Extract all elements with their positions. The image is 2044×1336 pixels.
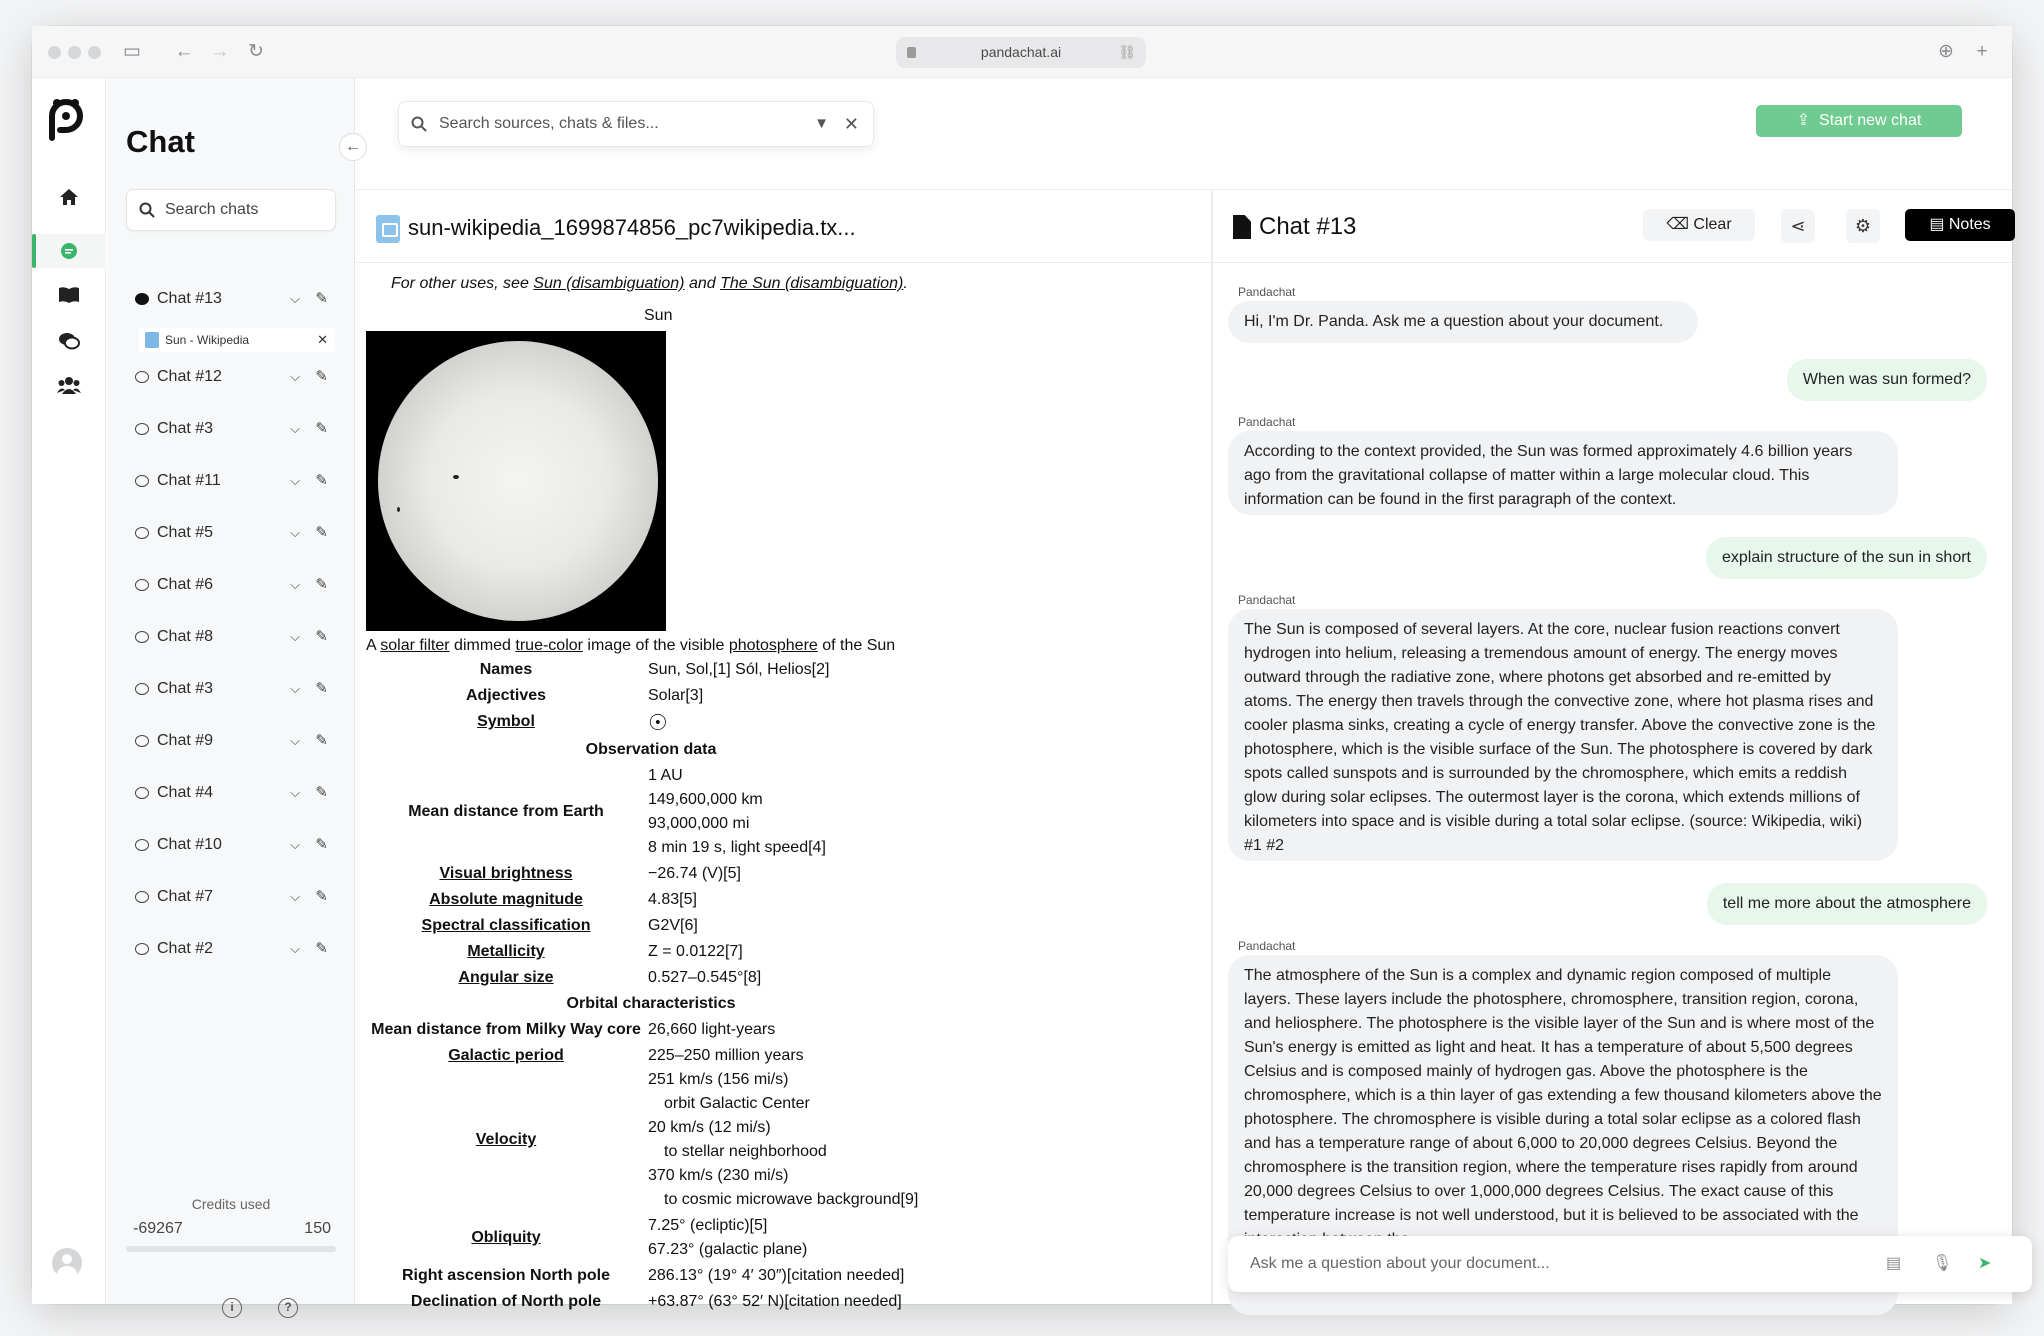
chat-list-item-label: Chat #13 bbox=[157, 290, 222, 307]
velocity-value: 370 km/s (230 mi/s) bbox=[648, 1167, 789, 1184]
caption-text: image of the visible bbox=[582, 637, 729, 654]
chat-list-item[interactable] bbox=[126, 879, 336, 915]
chat-bubble-icon bbox=[135, 631, 149, 643]
infobox-label bbox=[366, 969, 646, 987]
library-book-icon[interactable] bbox=[52, 278, 86, 312]
chat-list-item-label: Chat #3 bbox=[157, 680, 214, 697]
chevron-down-icon[interactable]: ⌵ bbox=[290, 733, 300, 748]
microphone-icon[interactable]: 🎙 bbox=[1932, 1255, 1953, 1272]
user-message: tell me more about the atmosphere bbox=[1707, 883, 1987, 925]
infobox-label bbox=[366, 1047, 646, 1065]
chat-list-item-label: Chat #10 bbox=[157, 836, 222, 853]
pandachat-logo-icon[interactable] bbox=[46, 98, 86, 142]
chat-title: Chat #13 bbox=[1259, 213, 1357, 240]
app-window bbox=[32, 26, 2012, 1314]
edit-icon[interactable]: ✎ bbox=[315, 628, 328, 645]
distance-value: 8 min 19 s, light speed[4] bbox=[648, 839, 826, 856]
team-users-icon[interactable] bbox=[52, 368, 86, 402]
edit-icon[interactable]: ✎ bbox=[315, 732, 328, 749]
chat-panel bbox=[1213, 191, 2012, 1304]
chevron-down-icon[interactable]: ⌵ bbox=[290, 421, 300, 436]
sidebar-title: Chat bbox=[126, 124, 195, 159]
velocity-value: 251 km/s (156 mi/s) bbox=[648, 1071, 789, 1088]
edit-icon[interactable]: ✎ bbox=[315, 680, 328, 697]
obliquity-value: 67.23° (galactic plane) bbox=[648, 1241, 808, 1258]
infobox-value: 4.83[5] bbox=[648, 891, 697, 908]
attached-source-chip[interactable] bbox=[139, 328, 335, 352]
velocity-value: to cosmic microwave background[9] bbox=[664, 1191, 919, 1208]
chat-list-item-label: Chat #9 bbox=[157, 732, 214, 749]
sender-name: Pandachat bbox=[1238, 285, 1296, 299]
chat-list-item[interactable] bbox=[126, 827, 336, 863]
eraser-icon: ⌫ bbox=[1666, 216, 1694, 233]
maximize-window-dot[interactable] bbox=[88, 46, 101, 59]
infobox-label: Mean distance from Milky Way core bbox=[371, 1021, 641, 1038]
infobox-value: 26,660 light-years bbox=[648, 1021, 776, 1038]
infobox-label: Names bbox=[479, 661, 533, 678]
close-window-dot[interactable] bbox=[48, 46, 61, 59]
obliquity-value: 7.25° (ecliptic)[5] bbox=[648, 1217, 768, 1234]
section-header: Orbital characteristics bbox=[566, 995, 736, 1012]
reload-icon[interactable]: ↻ bbox=[248, 41, 264, 62]
address-bar[interactable] bbox=[896, 37, 1146, 68]
divider bbox=[356, 262, 1211, 263]
edit-icon[interactable]: ✎ bbox=[315, 888, 328, 905]
help-icon[interactable]: ? bbox=[278, 1298, 298, 1318]
infobox-label bbox=[366, 943, 646, 961]
chat-bubble-icon bbox=[135, 839, 149, 851]
distance-value: 149,600,000 km bbox=[648, 791, 763, 808]
chat-list-item-label: Chat #2 bbox=[157, 940, 214, 957]
credits-used: -69267 bbox=[133, 1220, 183, 1237]
chat-list-item[interactable] bbox=[126, 515, 336, 551]
infobox-row bbox=[366, 969, 966, 993]
hatnote-text: and bbox=[684, 275, 721, 292]
lock-icon bbox=[907, 47, 916, 58]
download-icon[interactable]: ⊕ bbox=[1938, 41, 1954, 62]
infobox-link[interactable]: Spectral classification bbox=[421, 917, 591, 934]
chat-list-item-label: Chat #12 bbox=[157, 368, 222, 385]
sidebar-toggle-icon[interactable]: ▭ bbox=[123, 41, 141, 62]
chat-list-item-label: Chat #11 bbox=[157, 472, 221, 489]
chevron-down-icon[interactable]: ⌵ bbox=[290, 525, 300, 540]
share-icon[interactable]: ⋖ bbox=[1781, 209, 1815, 243]
chat-list-item-label: Chat #5 bbox=[157, 524, 214, 541]
infobox-label: Declination of North pole bbox=[410, 1293, 602, 1310]
chat-bubble-icon bbox=[135, 579, 149, 591]
edit-icon[interactable]: ✎ bbox=[315, 472, 328, 489]
chat-bubble-icon bbox=[135, 527, 149, 539]
clear-button-label: Clear bbox=[1693, 216, 1732, 233]
filter-icon[interactable]: ▼ bbox=[814, 115, 829, 132]
home-icon[interactable] bbox=[52, 180, 86, 214]
chat-list-item[interactable] bbox=[126, 359, 336, 395]
minimize-window-dot[interactable] bbox=[68, 46, 81, 59]
edit-icon[interactable]: ✎ bbox=[315, 524, 328, 541]
section-header: Observation data bbox=[585, 741, 717, 758]
edit-icon[interactable]: ✎ bbox=[315, 940, 328, 957]
document-filename: sun-wikipedia_1699874856_pc7wikipedia.tx... bbox=[408, 215, 856, 240]
chevron-down-icon[interactable]: ⌵ bbox=[290, 837, 300, 852]
hatnote-text: For other uses, see bbox=[391, 275, 534, 292]
infobox-row bbox=[366, 1293, 966, 1317]
chat-sidebar bbox=[107, 78, 361, 1314]
message-composer[interactable] bbox=[1228, 1236, 2032, 1292]
top-bar bbox=[356, 78, 2012, 190]
infobox-link[interactable]: Absolute magnitude bbox=[429, 891, 583, 908]
chat-list-item[interactable] bbox=[126, 723, 336, 759]
distance-value: 93,000,000 mi bbox=[648, 815, 750, 832]
infobox-value: 225–250 million years bbox=[648, 1047, 804, 1064]
settings-gear-icon[interactable]: ⚙ bbox=[1846, 209, 1880, 243]
chat-list-item[interactable] bbox=[126, 931, 336, 967]
hatnote bbox=[391, 275, 908, 293]
edit-icon[interactable]: ✎ bbox=[315, 290, 328, 307]
document-icon bbox=[1233, 215, 1251, 239]
infobox-row bbox=[366, 1047, 966, 1071]
credits-progress-bar bbox=[126, 1246, 336, 1252]
chat-list-item-label: Chat #3 bbox=[157, 420, 214, 437]
chat-bubble-icon bbox=[135, 735, 149, 747]
image-caption bbox=[366, 637, 895, 655]
infobox-label: Mean distance from Earth bbox=[408, 803, 604, 820]
infobox-value: 286.13° (19° 4′ 30″)[citation needed] bbox=[648, 1267, 905, 1284]
global-search-placeholder: Search sources, chats & files... bbox=[439, 115, 659, 132]
global-search-input[interactable] bbox=[398, 101, 874, 147]
user-message: When was sun formed? bbox=[1787, 359, 1987, 401]
chat-list-item[interactable] bbox=[126, 567, 336, 603]
sun-image bbox=[366, 331, 666, 631]
chevron-down-icon[interactable]: ⌵ bbox=[290, 473, 300, 488]
infobox-label bbox=[366, 917, 646, 935]
infobox-label[interactable] bbox=[366, 713, 646, 731]
bot-message: The Sun is composed of several layers. At the core, nuclear fusion reactions convert hydrogen into helium, releasing a tremendous amount of energy. The energy moves outward through the radiative zone, where photons get absorbed and re-emitted by atoms. The energy then travels through the convective zone, where hot plasma rises and cooler plasma sinks, creating a cycle of energy transfer. Above the convective zone is the photosphere, which is the visible surface of the Sun. The photosphere is covered by dark spots called sunspots and is surrounded by the chromosphere, which emits a reddish glow during solar eclipses. The outermost layer is the corona, which extends millions of kilometers into space and is visible during a total solar eclipse. (source: Wikipedia, wiki) #1 #2 bbox=[1228, 609, 1898, 861]
chevron-down-icon[interactable]: ⌵ bbox=[290, 577, 300, 592]
infobox-link[interactable]: Angular size bbox=[458, 969, 554, 986]
infobox-row bbox=[366, 865, 966, 889]
velocity-value: orbit Galactic Center bbox=[664, 1095, 810, 1112]
sunspot bbox=[397, 507, 400, 512]
caption-text: A bbox=[366, 637, 381, 654]
hatnote-link[interactable]: Sun (disambiguation) bbox=[533, 275, 685, 292]
infobox-row bbox=[366, 661, 966, 685]
notes-button-label: Notes bbox=[1948, 216, 1991, 233]
bot-message: Hi, I'm Dr. Panda. Ask me a question about your document. bbox=[1228, 301, 1698, 343]
sun-symbol-icon: ☉ bbox=[648, 710, 668, 735]
chat-bubble-icon bbox=[135, 683, 149, 695]
infobox-row bbox=[366, 710, 966, 737]
infobox-label bbox=[366, 891, 646, 909]
new-tab-icon[interactable]: + bbox=[1976, 41, 1988, 62]
notes-list-icon[interactable]: ▤ bbox=[1886, 1255, 1902, 1272]
chat-bubble-icon bbox=[135, 475, 149, 487]
chat-list-item[interactable] bbox=[126, 411, 336, 447]
infobox-value: Z = 0.0122[7] bbox=[648, 943, 743, 960]
notes-icon: ▤ bbox=[1929, 216, 1949, 233]
chevron-down-icon[interactable]: ⌵ bbox=[290, 941, 300, 956]
chat-header bbox=[1233, 211, 1356, 243]
distance-value: 1 AU bbox=[648, 767, 683, 784]
user-message: explain structure of the sun in short bbox=[1706, 537, 1987, 579]
chevron-down-icon[interactable]: ⌵ bbox=[290, 889, 300, 904]
chevron-down-icon[interactable]: ⌵ bbox=[290, 369, 300, 384]
infobox-label bbox=[366, 1229, 646, 1247]
chat-list-item-label: Chat #7 bbox=[157, 888, 214, 905]
infobox-label: Right ascension North pole bbox=[401, 1267, 610, 1284]
caption-text: dimmed bbox=[449, 637, 516, 654]
search-icon bbox=[139, 202, 155, 218]
infobox-row bbox=[366, 891, 966, 915]
chat-list-item-label: Chat #6 bbox=[157, 576, 214, 593]
infobox-title: Sun bbox=[644, 307, 673, 324]
infobox-label bbox=[366, 865, 646, 883]
attached-source-label: Sun - Wikipedia bbox=[165, 333, 250, 347]
velocity-value: to stellar neighborhood bbox=[664, 1143, 827, 1160]
infobox-value: G2V[6] bbox=[648, 917, 698, 934]
main-area bbox=[356, 78, 2012, 1310]
file-icon bbox=[145, 332, 159, 348]
conversations-icon[interactable] bbox=[52, 324, 86, 358]
chevron-down-icon[interactable]: ⌵ bbox=[290, 629, 300, 644]
url-text: pandachat.ai bbox=[980, 44, 1062, 60]
sender-name: Pandachat bbox=[1238, 415, 1296, 429]
infobox-row bbox=[366, 917, 966, 941]
caption-link[interactable]: true-color bbox=[515, 637, 583, 654]
back-arrow-icon[interactable]: ← bbox=[174, 41, 194, 62]
start-new-chat-button[interactable] bbox=[1756, 105, 1962, 137]
document-title bbox=[376, 213, 856, 243]
credits-total: 150 bbox=[304, 1220, 331, 1237]
infobox-label bbox=[366, 1131, 646, 1149]
caption-link[interactable]: photosphere bbox=[728, 637, 818, 654]
sender-name: Pandachat bbox=[1238, 939, 1296, 953]
clear-search-close-icon[interactable]: ✕ bbox=[843, 114, 859, 134]
chat-bubble-icon bbox=[135, 371, 149, 383]
forward-arrow-icon[interactable]: → bbox=[210, 41, 230, 62]
edit-icon[interactable]: ✎ bbox=[315, 784, 328, 801]
search-chats-input[interactable] bbox=[126, 189, 336, 231]
infobox-value: −26.74 (V)[5] bbox=[648, 865, 741, 882]
caption-link[interactable]: solar filter bbox=[380, 637, 450, 654]
infobox-row bbox=[366, 943, 966, 967]
chat-bubble-icon bbox=[135, 423, 149, 435]
infobox-link[interactable]: Visual brightness bbox=[439, 865, 573, 882]
credits-values bbox=[133, 1220, 331, 1238]
composer-placeholder: Ask me a question about your document... bbox=[1250, 1255, 1550, 1272]
sunspot bbox=[453, 475, 459, 479]
hatnote-link[interactable]: The Sun (disambiguation) bbox=[720, 275, 904, 292]
link-icon[interactable]: ⛓ bbox=[1118, 44, 1136, 60]
edit-icon[interactable]: ✎ bbox=[315, 368, 328, 385]
chat-list-item-label: Chat #8 bbox=[157, 628, 214, 645]
chat-list-item[interactable] bbox=[126, 463, 336, 499]
edit-icon[interactable]: ✎ bbox=[315, 420, 328, 437]
remove-source-close-icon[interactable]: ✕ bbox=[317, 332, 328, 347]
browser-titlebar bbox=[32, 26, 2012, 78]
edit-icon[interactable]: ✎ bbox=[315, 836, 328, 853]
document-viewer bbox=[356, 191, 1211, 1310]
user-avatar[interactable] bbox=[52, 1248, 82, 1278]
chat-bubble-icon bbox=[135, 787, 149, 799]
infobox-link[interactable]: Metallicity bbox=[467, 943, 545, 960]
infobox-value: +63.87° (63° 52′ N)[citation needed] bbox=[648, 1293, 902, 1310]
hatnote-text: . bbox=[903, 275, 908, 292]
sender-name: Pandachat bbox=[1238, 593, 1296, 607]
info-icon[interactable]: i bbox=[222, 1298, 242, 1318]
infobox-link[interactable]: Galactic period bbox=[448, 1047, 564, 1064]
nav-rail bbox=[32, 78, 106, 1304]
chevron-down-icon[interactable]: ⌵ bbox=[290, 681, 300, 696]
chat-list-item[interactable] bbox=[126, 775, 336, 811]
chevron-down-icon[interactable]: ⌵ bbox=[290, 785, 300, 800]
infobox-link[interactable]: Velocity bbox=[475, 1131, 537, 1148]
infobox-link[interactable]: Symbol bbox=[477, 713, 535, 730]
chevron-down-icon[interactable]: ⌵ bbox=[290, 291, 300, 306]
sun-disk bbox=[378, 341, 658, 621]
notes-button[interactable] bbox=[1905, 209, 2015, 241]
infobox-row bbox=[366, 687, 966, 711]
send-icon[interactable]: ➤ bbox=[1978, 1255, 1992, 1272]
infobox-label: Adjectives bbox=[465, 687, 547, 704]
caption-text: of the Sun bbox=[817, 637, 896, 654]
clear-button[interactable] bbox=[1643, 209, 1755, 241]
infobox-link[interactable]: Obliquity bbox=[471, 1229, 541, 1246]
chat-list-item[interactable] bbox=[126, 281, 336, 317]
infobox-value: Solar[3] bbox=[648, 687, 704, 704]
chat-list-item[interactable] bbox=[126, 619, 336, 655]
chat-bubble-icon bbox=[135, 943, 149, 955]
search-icon bbox=[411, 116, 427, 132]
upload-icon: ⇪ bbox=[1796, 112, 1815, 129]
infobox-row bbox=[366, 1267, 966, 1291]
collapse-sidebar-button[interactable]: ← bbox=[339, 133, 367, 161]
infobox-row bbox=[366, 1021, 966, 1045]
start-new-chat-label: Start new chat bbox=[1819, 112, 1922, 129]
search-chats-placeholder: Search chats bbox=[165, 201, 259, 218]
message-list bbox=[1213, 263, 2012, 1304]
velocity-value: 20 km/s (12 mi/s) bbox=[648, 1119, 771, 1136]
infobox-value: Sun, Sol,[1] Sól, Helios[2] bbox=[648, 661, 830, 678]
credits-label: Credits used bbox=[191, 1196, 271, 1212]
chat-nav-icon[interactable] bbox=[32, 234, 106, 268]
chat-list-item[interactable] bbox=[126, 671, 336, 707]
bot-message: According to the context provided, the Sun was formed approximately 4.6 billion years ago from the gravitational collapse of matter within a large molecular cloud. This information can be found in the first paragraph of the context. bbox=[1228, 431, 1898, 515]
document-file-icon bbox=[376, 215, 400, 243]
infobox-value: 0.527–0.545°[8] bbox=[648, 969, 762, 986]
edit-icon[interactable]: ✎ bbox=[315, 576, 328, 593]
chat-list-item-label: Chat #4 bbox=[157, 784, 214, 801]
chat-bubble-icon bbox=[135, 891, 149, 903]
chat-bubble-icon bbox=[135, 293, 149, 305]
bot-message: The atmosphere of the Sun is a complex and dynamic region composed of multiple layers. These layers include the photosphere, chromosphere, transition region, corona, and heliosphere. The photosphere is the visible layer of the Sun and is where most of the Sun's energy is emitted as light and heat. It has a temperature of about 5,500 degrees Celsius and is composed mainly of hydrogen gas. Above the photosphere is the chromosphere, which is a thin layer of gas extending a few thousand kilometers above the photosphere. The chromosphere is visible during a total solar eclipse as a colored flash and has a temperature range of about 6,000 to 20,000 degrees Celsius. Beyond the chromosphere is the transition region, where the temperature rises rapidly from around 20,000 degrees Celsius to over 1,000,000 degrees Celsius. The exact cause of this temperature increase is not well understood, but it is believed to be associated with the bbox=[1228, 955, 1898, 1315]
